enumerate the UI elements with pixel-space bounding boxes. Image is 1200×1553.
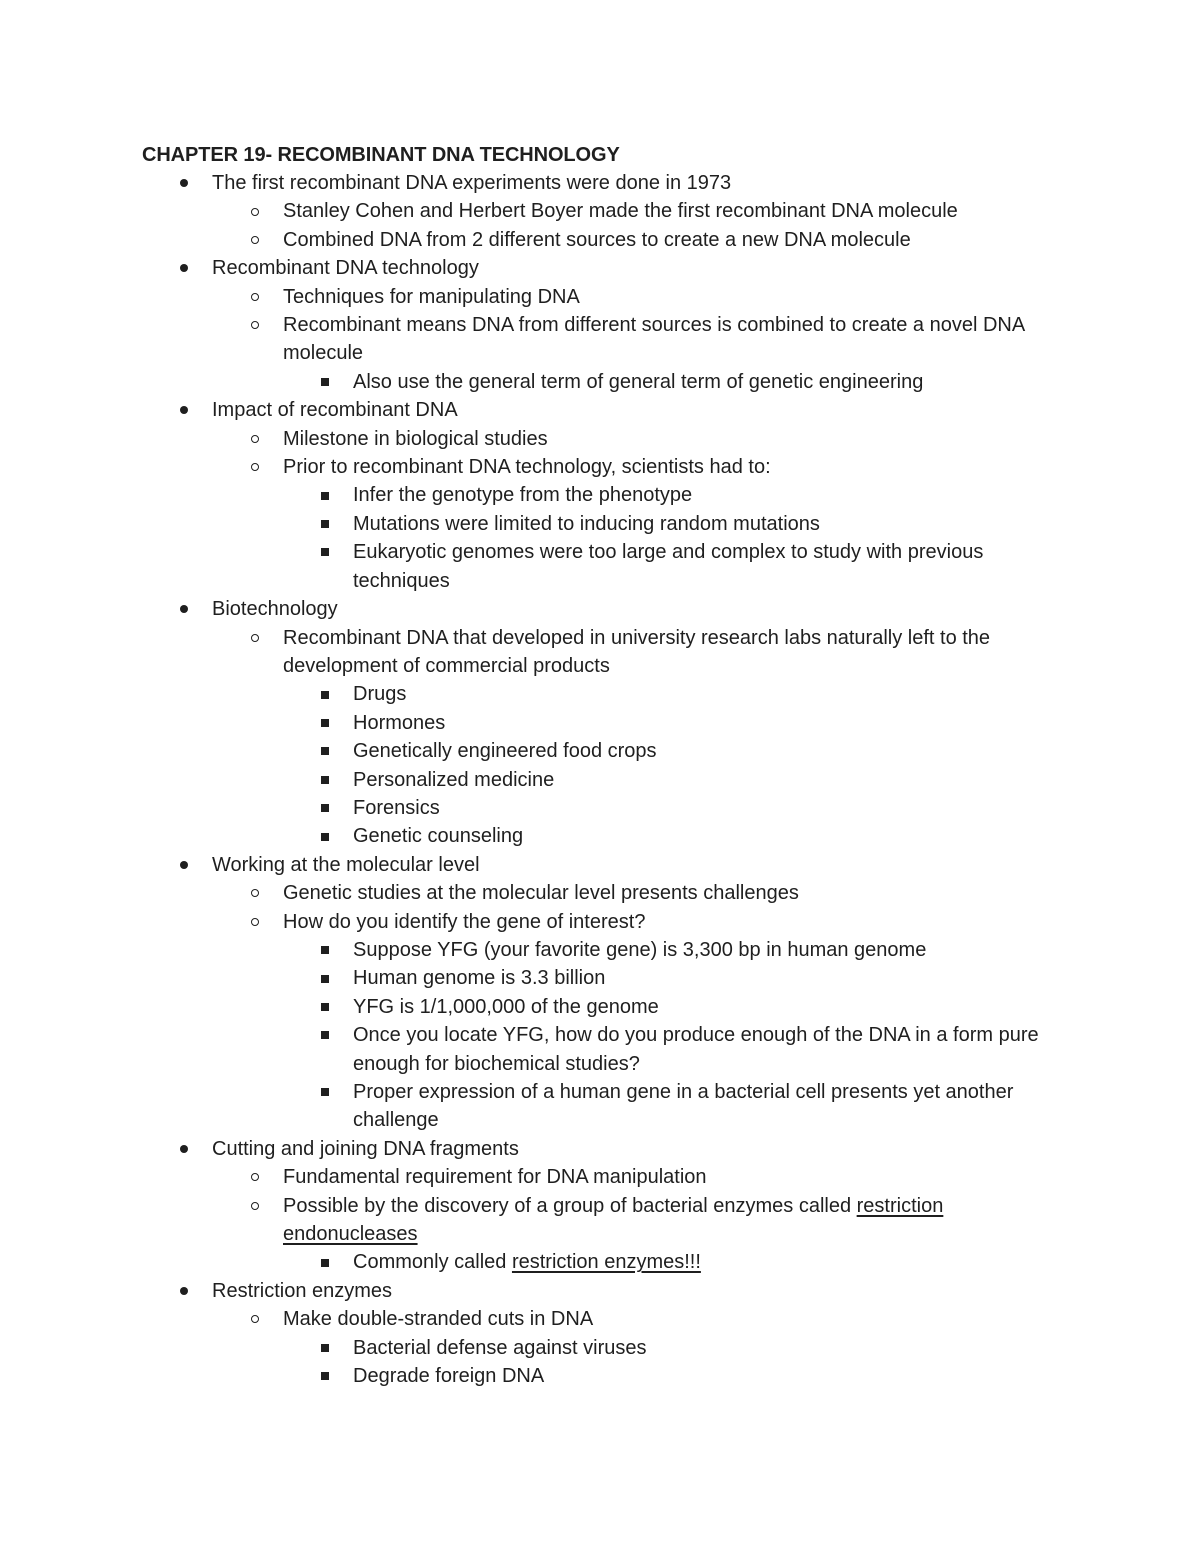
- list-item-level-1: [0, 851, 1052, 879]
- bullet-circle-icon: [248, 1305, 262, 1333]
- list-item-level-2: [0, 197, 1053, 225]
- list-item-text: Proper expression of a human gene in a bacterial cell presents yet another challenge: [353, 1081, 1014, 1132]
- bullet-circle-icon: [248, 197, 262, 225]
- bullet-square-icon: [318, 766, 332, 794]
- list-item-text: Hormones: [353, 711, 446, 734]
- bullet-circle-icon: [248, 453, 262, 481]
- underlined-term: restriction endonucleases: [283, 1194, 944, 1246]
- bullet-circle-icon: [248, 908, 262, 936]
- bullet-square-icon: [318, 794, 332, 822]
- list-item-level-2: [0, 879, 1053, 907]
- list-item-level-2: [0, 283, 1053, 311]
- list-item-text: Restriction enzymes: [212, 1279, 393, 1302]
- bullet-dot-icon: [177, 169, 191, 197]
- list-item-text: Biotechnology: [212, 598, 338, 621]
- list-item-level-2: [0, 1305, 1053, 1333]
- list-item-level-3: [0, 368, 1053, 396]
- list-item-text: Recombinant means DNA from different sources is combined to create a novel DNA molecule: [283, 314, 1025, 365]
- bullet-dot-icon: [177, 396, 191, 424]
- list-item-text: Bacterial defense against viruses: [353, 1336, 647, 1359]
- bullet-dot-icon: [177, 1277, 191, 1305]
- bullet-dot-icon: [177, 254, 191, 282]
- list-item-text: Recombinant DNA technology: [212, 257, 479, 280]
- bullet-circle-icon: [248, 624, 262, 652]
- list-item-text: Infer the genotype from the phenotype: [353, 484, 693, 507]
- list-item-text: Possible by the discovery of a group of bacterial enzymes called: [283, 1194, 857, 1217]
- list-item-text: Techniques for manipulating DNA: [283, 285, 580, 308]
- bullet-square-icon: [318, 1021, 332, 1049]
- list-item-level-3: [0, 964, 1053, 992]
- list-item-level-3: [0, 936, 1053, 964]
- list-item-text: Stanley Cohen and Herbert Boyer made the first recombinant DNA molecule: [283, 200, 958, 223]
- bullet-square-icon: [318, 709, 332, 737]
- list-item-level-1: [0, 1135, 1052, 1163]
- list-item-level-2: [0, 908, 1053, 936]
- bullet-square-icon: [318, 481, 332, 509]
- list-item-text: Fundamental requirement for DNA manipulation: [283, 1166, 707, 1189]
- bullet-square-icon: [318, 737, 332, 765]
- list-item-level-2: [0, 226, 1053, 254]
- list-item-text: Working at the molecular level: [212, 853, 480, 876]
- bullet-circle-icon: [248, 1163, 262, 1191]
- underlined-term: restriction enzymes!!!: [511, 1251, 701, 1274]
- list-item-level-3: [0, 481, 1053, 509]
- bullet-square-icon: [318, 1362, 332, 1390]
- list-item-level-3: [0, 680, 1053, 708]
- list-item-text: Drugs: [353, 683, 407, 706]
- bullet-square-icon: [318, 993, 332, 1021]
- list-item-level-1: [0, 169, 1052, 197]
- list-item-level-3: [0, 993, 1053, 1021]
- list-item-level-1: [0, 1277, 1052, 1305]
- list-item-level-2: [0, 453, 1053, 481]
- bullet-outline: [0, 169, 1200, 1390]
- list-item-level-3: [0, 1362, 1053, 1390]
- list-item-level-2: [0, 425, 1053, 453]
- bullet-square-icon: [318, 964, 332, 992]
- bullet-circle-icon: [248, 879, 262, 907]
- bullet-circle-icon: [248, 226, 262, 254]
- bullet-circle-icon: [248, 283, 262, 311]
- list-item-level-3: [0, 1021, 1053, 1078]
- bullet-square-icon: [318, 936, 332, 964]
- list-item-level-3: [0, 1248, 1053, 1276]
- bullet-square-icon: [318, 1248, 332, 1276]
- list-item-text: Impact of recombinant DNA: [212, 399, 458, 422]
- bullet-dot-icon: [177, 1135, 191, 1163]
- list-item-level-1: [0, 396, 1052, 424]
- bullet-square-icon: [318, 1334, 332, 1362]
- list-item-text: Genetically engineered food crops: [353, 740, 657, 763]
- list-item-text: Cutting and joining DNA fragments: [212, 1137, 519, 1160]
- list-item-level-1: [0, 254, 1052, 282]
- list-item-text: Commonly called: [353, 1251, 512, 1274]
- list-item-level-2: [0, 1163, 1053, 1191]
- page-title: CHAPTER 19- RECOMBINANT DNA TECHNOLOGY: [142, 144, 620, 166]
- bullet-dot-icon: [177, 851, 191, 879]
- list-item-level-2: [0, 1192, 1053, 1249]
- bullet-square-icon: [318, 368, 332, 396]
- list-item-level-3: [0, 709, 1053, 737]
- bullet-circle-icon: [248, 311, 262, 339]
- list-item-text: Also use the general term of general term of genetic engineering: [353, 370, 924, 393]
- bullet-dot-icon: [177, 595, 191, 623]
- bullet-circle-icon: [248, 1192, 262, 1220]
- bullet-square-icon: [318, 822, 332, 850]
- list-item-text: Milestone in biological studies: [283, 427, 548, 450]
- list-item-level-2: [0, 311, 1053, 368]
- list-item-text: YFG is 1/1,000,000 of the genome: [353, 995, 659, 1018]
- list-item-text: Make double-stranded cuts in DNA: [283, 1308, 594, 1331]
- list-item-text: Personalized medicine: [353, 768, 555, 791]
- list-item-level-2: [0, 624, 1053, 681]
- list-item-text: Combined DNA from 2 different sources to create a new DNA molecule: [283, 228, 911, 251]
- list-item-text: Eukaryotic genomes were too large and complex to study with previous techniques: [353, 541, 984, 592]
- list-item-text: Recombinant DNA that developed in university research labs naturally left to the development of commercial products: [283, 626, 991, 677]
- list-item-text: Genetic counseling: [353, 825, 524, 848]
- list-item-text: Degrade foreign DNA: [353, 1365, 545, 1388]
- list-item-text: Genetic studies at the molecular level presents challenges: [283, 882, 799, 905]
- list-item-level-3: [0, 1078, 1053, 1135]
- list-item-text: Human genome is 3.3 billion: [353, 967, 606, 990]
- list-item-text: Prior to recombinant DNA technology, scientists had to:: [283, 456, 771, 479]
- list-item-text: Mutations were limited to inducing random mutations: [353, 512, 820, 535]
- bullet-square-icon: [318, 680, 332, 708]
- list-item-level-1: [0, 595, 1052, 623]
- list-item-text: Once you locate YFG, how do you produce enough of the DNA in a form pure enough for biochemical studies?: [353, 1024, 1039, 1075]
- list-item-level-3: [0, 794, 1053, 822]
- list-item-text: How do you identify the gene of interest?: [283, 910, 646, 933]
- list-item-text: Suppose YFG (your favorite gene) is 3,300 bp in human genome: [353, 938, 927, 961]
- list-item-level-3: [0, 538, 1053, 595]
- list-item-level-3: [0, 766, 1053, 794]
- bullet-square-icon: [318, 538, 332, 566]
- bullet-square-icon: [318, 1078, 332, 1106]
- list-item-level-3: [0, 1334, 1053, 1362]
- list-item-level-3: [0, 822, 1053, 850]
- bullet-square-icon: [318, 510, 332, 538]
- bullet-circle-icon: [248, 425, 262, 453]
- list-item-level-3: [0, 737, 1053, 765]
- list-item-level-3: [0, 510, 1053, 538]
- list-item-text: Forensics: [353, 796, 440, 819]
- list-item-text: The first recombinant DNA experiments were done in 1973: [212, 172, 732, 194]
